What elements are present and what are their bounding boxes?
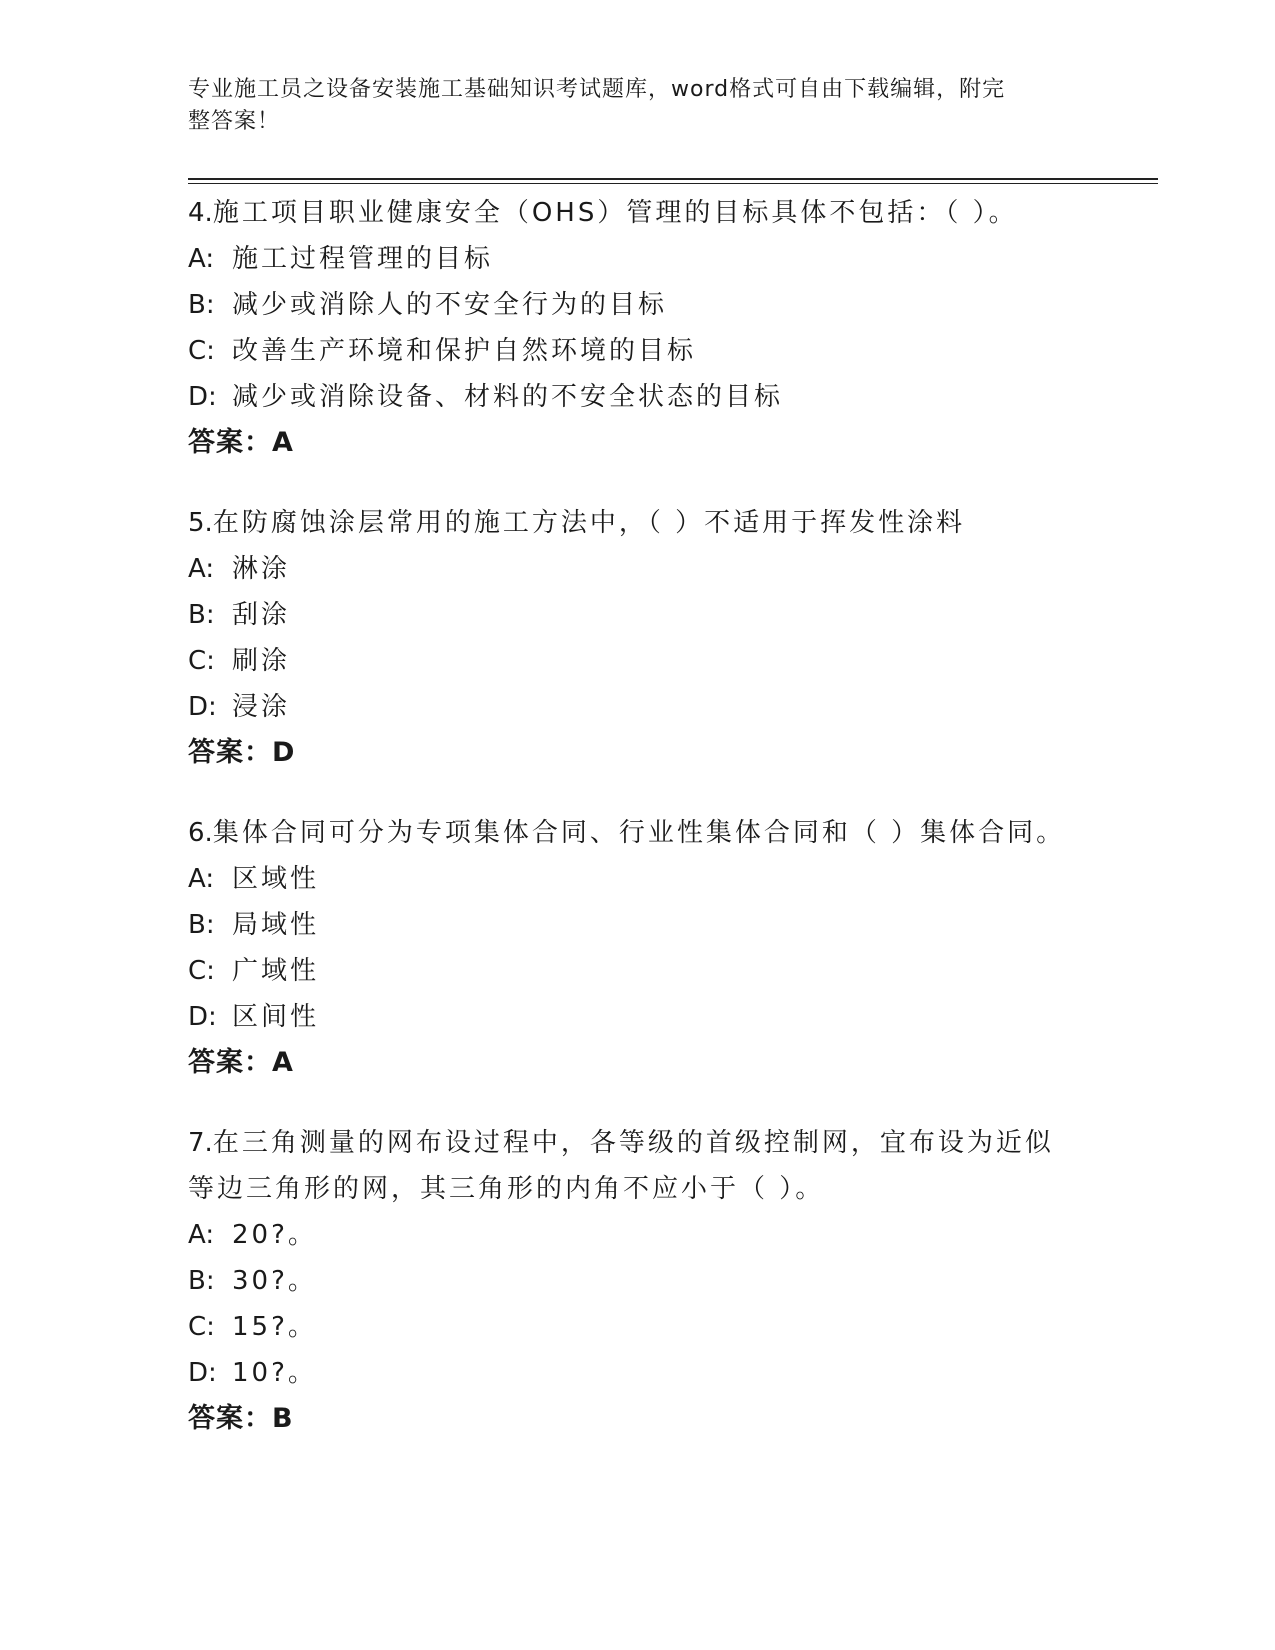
question-stem-continued xyxy=(188,1166,1088,1212)
answer-label: 答案：A xyxy=(188,427,294,458)
option-a xyxy=(188,856,1088,902)
option-c xyxy=(188,328,1088,374)
option-b xyxy=(188,592,1088,638)
question-7 xyxy=(188,1120,1088,1442)
option-text: 改善生产环境和保护自然环境的目标 xyxy=(232,336,697,366)
question-number: 7. xyxy=(188,1128,213,1158)
option-a xyxy=(188,1212,1088,1258)
question-stem xyxy=(188,1120,1088,1166)
answer-label: 答案：A xyxy=(188,1047,294,1078)
question-stem-line: 集体合同可分为专项集体合同、行业性集体合同和（ ）集体合同。 xyxy=(212,818,1066,848)
option-text: 10?。 xyxy=(232,1358,317,1388)
option-letter: C: xyxy=(188,956,215,986)
option-letter: C: xyxy=(188,646,215,676)
question-stem-line: 等边三角形的网，其三角形的内角不应小于（ ）。 xyxy=(188,1174,825,1204)
option-d xyxy=(188,1350,1088,1396)
option-letter: A: xyxy=(188,1220,215,1250)
option-text: 浸涂 xyxy=(232,692,291,722)
option-text: 刮涂 xyxy=(232,600,291,630)
option-text: 施工过程管理的目标 xyxy=(232,244,494,274)
option-c xyxy=(188,948,1088,994)
answer-label: 答案：B xyxy=(188,1403,294,1434)
option-letter: B: xyxy=(188,1266,215,1296)
option-letter: C: xyxy=(188,336,215,366)
question-4 xyxy=(188,190,1088,466)
option-letter: C: xyxy=(188,1312,215,1342)
option-d xyxy=(188,684,1088,730)
option-text: 20?。 xyxy=(232,1220,317,1250)
option-letter: B: xyxy=(188,910,215,940)
option-text: 减少或消除人的不安全行为的目标 xyxy=(232,290,668,320)
question-stem-line: 在三角测量的网布设过程中，各等级的首级控制网，宜布设为近似 xyxy=(212,1128,1054,1158)
document-header xyxy=(188,74,1068,138)
option-b xyxy=(188,1258,1088,1304)
question-stem xyxy=(188,190,1088,236)
option-text: 刷涂 xyxy=(232,646,291,676)
option-letter: A: xyxy=(188,554,215,584)
option-letter: D: xyxy=(188,1002,217,1032)
option-d xyxy=(188,994,1088,1040)
header-line-1: 专业施工员之设备安装施工基础知识考试题库，word格式可自由下载编辑，附完 xyxy=(188,77,1006,102)
option-text: 区域性 xyxy=(232,864,320,894)
option-letter: A: xyxy=(188,864,215,894)
option-text: 淋涂 xyxy=(232,554,291,584)
question-stem-line: 在防腐蚀涂层常用的施工方法中，（ ）不适用于挥发性涂料 xyxy=(212,508,966,538)
option-letter: D: xyxy=(188,1358,217,1388)
option-a xyxy=(188,546,1088,592)
header-line-2: 整答案！ xyxy=(188,109,281,134)
option-text: 局域性 xyxy=(232,910,320,940)
option-text: 区间性 xyxy=(232,1002,320,1032)
option-letter: D: xyxy=(188,382,217,412)
question-number: 4. xyxy=(188,198,213,228)
option-text: 30?。 xyxy=(232,1266,317,1296)
question-stem xyxy=(188,810,1088,856)
question-list xyxy=(188,190,1088,1476)
answer-label: 答案：D xyxy=(188,737,296,768)
question-6 xyxy=(188,810,1088,1086)
option-text: 15?。 xyxy=(232,1312,317,1342)
option-text: 广域性 xyxy=(232,956,320,986)
option-letter: B: xyxy=(188,290,215,320)
option-b xyxy=(188,902,1088,948)
option-letter: B: xyxy=(188,600,215,630)
question-number: 5. xyxy=(188,508,213,538)
question-stem-line: 施工项目职业健康安全（OHS）管理的目标具体不包括：（ ）。 xyxy=(212,198,1018,228)
option-c xyxy=(188,638,1088,684)
option-letter: D: xyxy=(188,692,217,722)
header-divider-thin xyxy=(188,183,1158,184)
option-letter: A: xyxy=(188,244,215,274)
question-number: 6. xyxy=(188,818,213,848)
option-d xyxy=(188,374,1088,420)
header-divider-thick xyxy=(188,178,1158,180)
option-c xyxy=(188,1304,1088,1350)
option-a xyxy=(188,236,1088,282)
question-stem xyxy=(188,500,1088,546)
option-b xyxy=(188,282,1088,328)
question-5 xyxy=(188,500,1088,776)
option-text: 减少或消除设备、材料的不安全状态的目标 xyxy=(232,382,784,412)
